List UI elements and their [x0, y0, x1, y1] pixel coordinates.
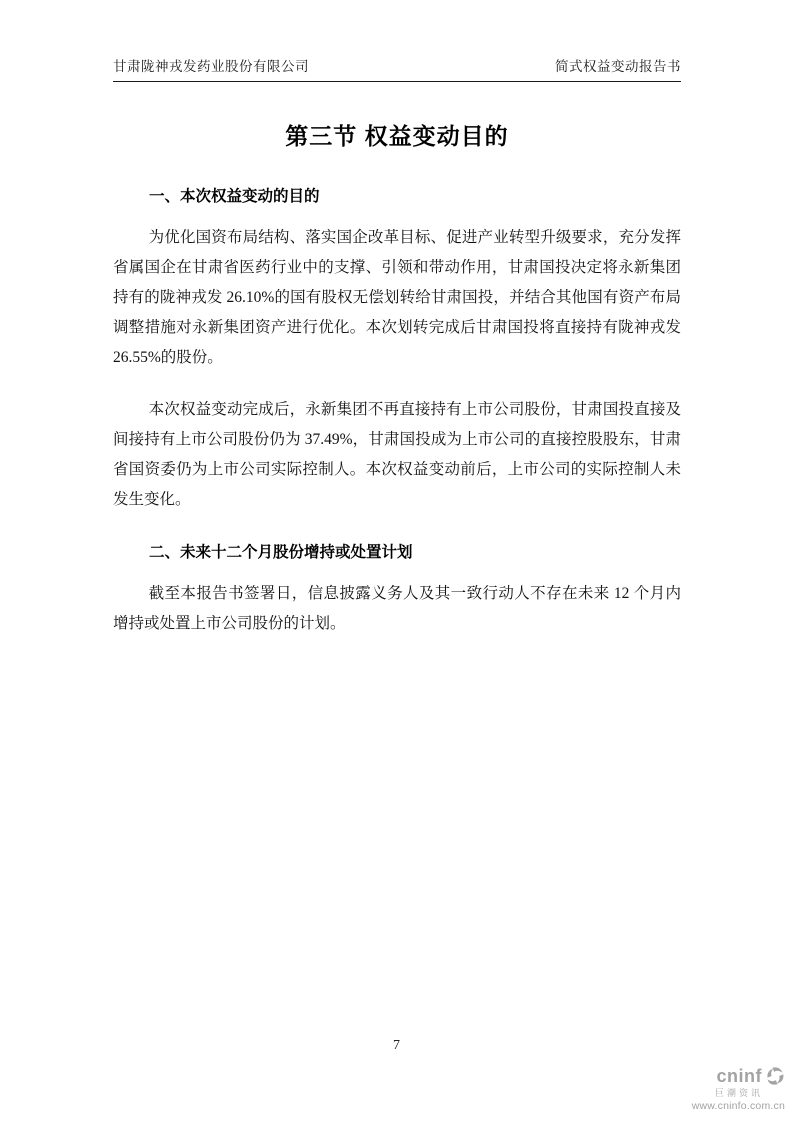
page-title: 第三节 权益变动目的	[285, 123, 509, 149]
paragraph: 本次权益变动完成后，永新集团不再直接持有上市公司股份，甘肃国投直接及间接持有上市公司股份仍为 37.49%，甘肃国投成为上市公司的直接控股股东，甘肃省国资委仍为上市公司实际控制人。本次权益变动前后，上市公司的实际控制人未发生变化。	[113, 401, 681, 508]
paragraph: 为优化国资布局结构、落实国企改革目标、促进产业转型升级要求，充分发挥省属国企在甘肃省医药行业中的支撑、引领和带动作用，甘肃国投决定将永新集团持有的陇神戎发 26.10%的国有股权无偿划转给甘肃国投，并结合其他国有资产布局调整措施对永新集团资产进行优化。本次划转完成后甘肃国投将直接持有陇神戎发 26.55%的股份。	[113, 229, 681, 366]
logo-wordmark: cninf	[716, 1066, 762, 1086]
header-report-type: 简式权益变动报告书	[555, 59, 681, 74]
page-number: 7	[393, 1038, 400, 1053]
section-heading-1: 一、本次权益变动的目的	[149, 188, 320, 205]
logo-chinese-name: 巨潮资讯	[714, 1087, 763, 1098]
paragraph: 截至本报告书签署日，信息披露义务人及其一致行动人不存在未来 12 个月内增持或处置上市公司股份的计划。	[113, 585, 681, 632]
cninfo-logo	[692, 1066, 785, 1112]
logo-row	[692, 1066, 785, 1087]
logo-url-text: www.cninfo.com.cn	[691, 1100, 785, 1113]
header-company-name: 甘肃陇神戎发药业股份有限公司	[113, 59, 309, 74]
section-heading-2: 二、未来十二个月股份增持或处置计划	[149, 544, 413, 561]
swirl-icon	[765, 1066, 785, 1086]
document-body	[113, 0, 681, 639]
